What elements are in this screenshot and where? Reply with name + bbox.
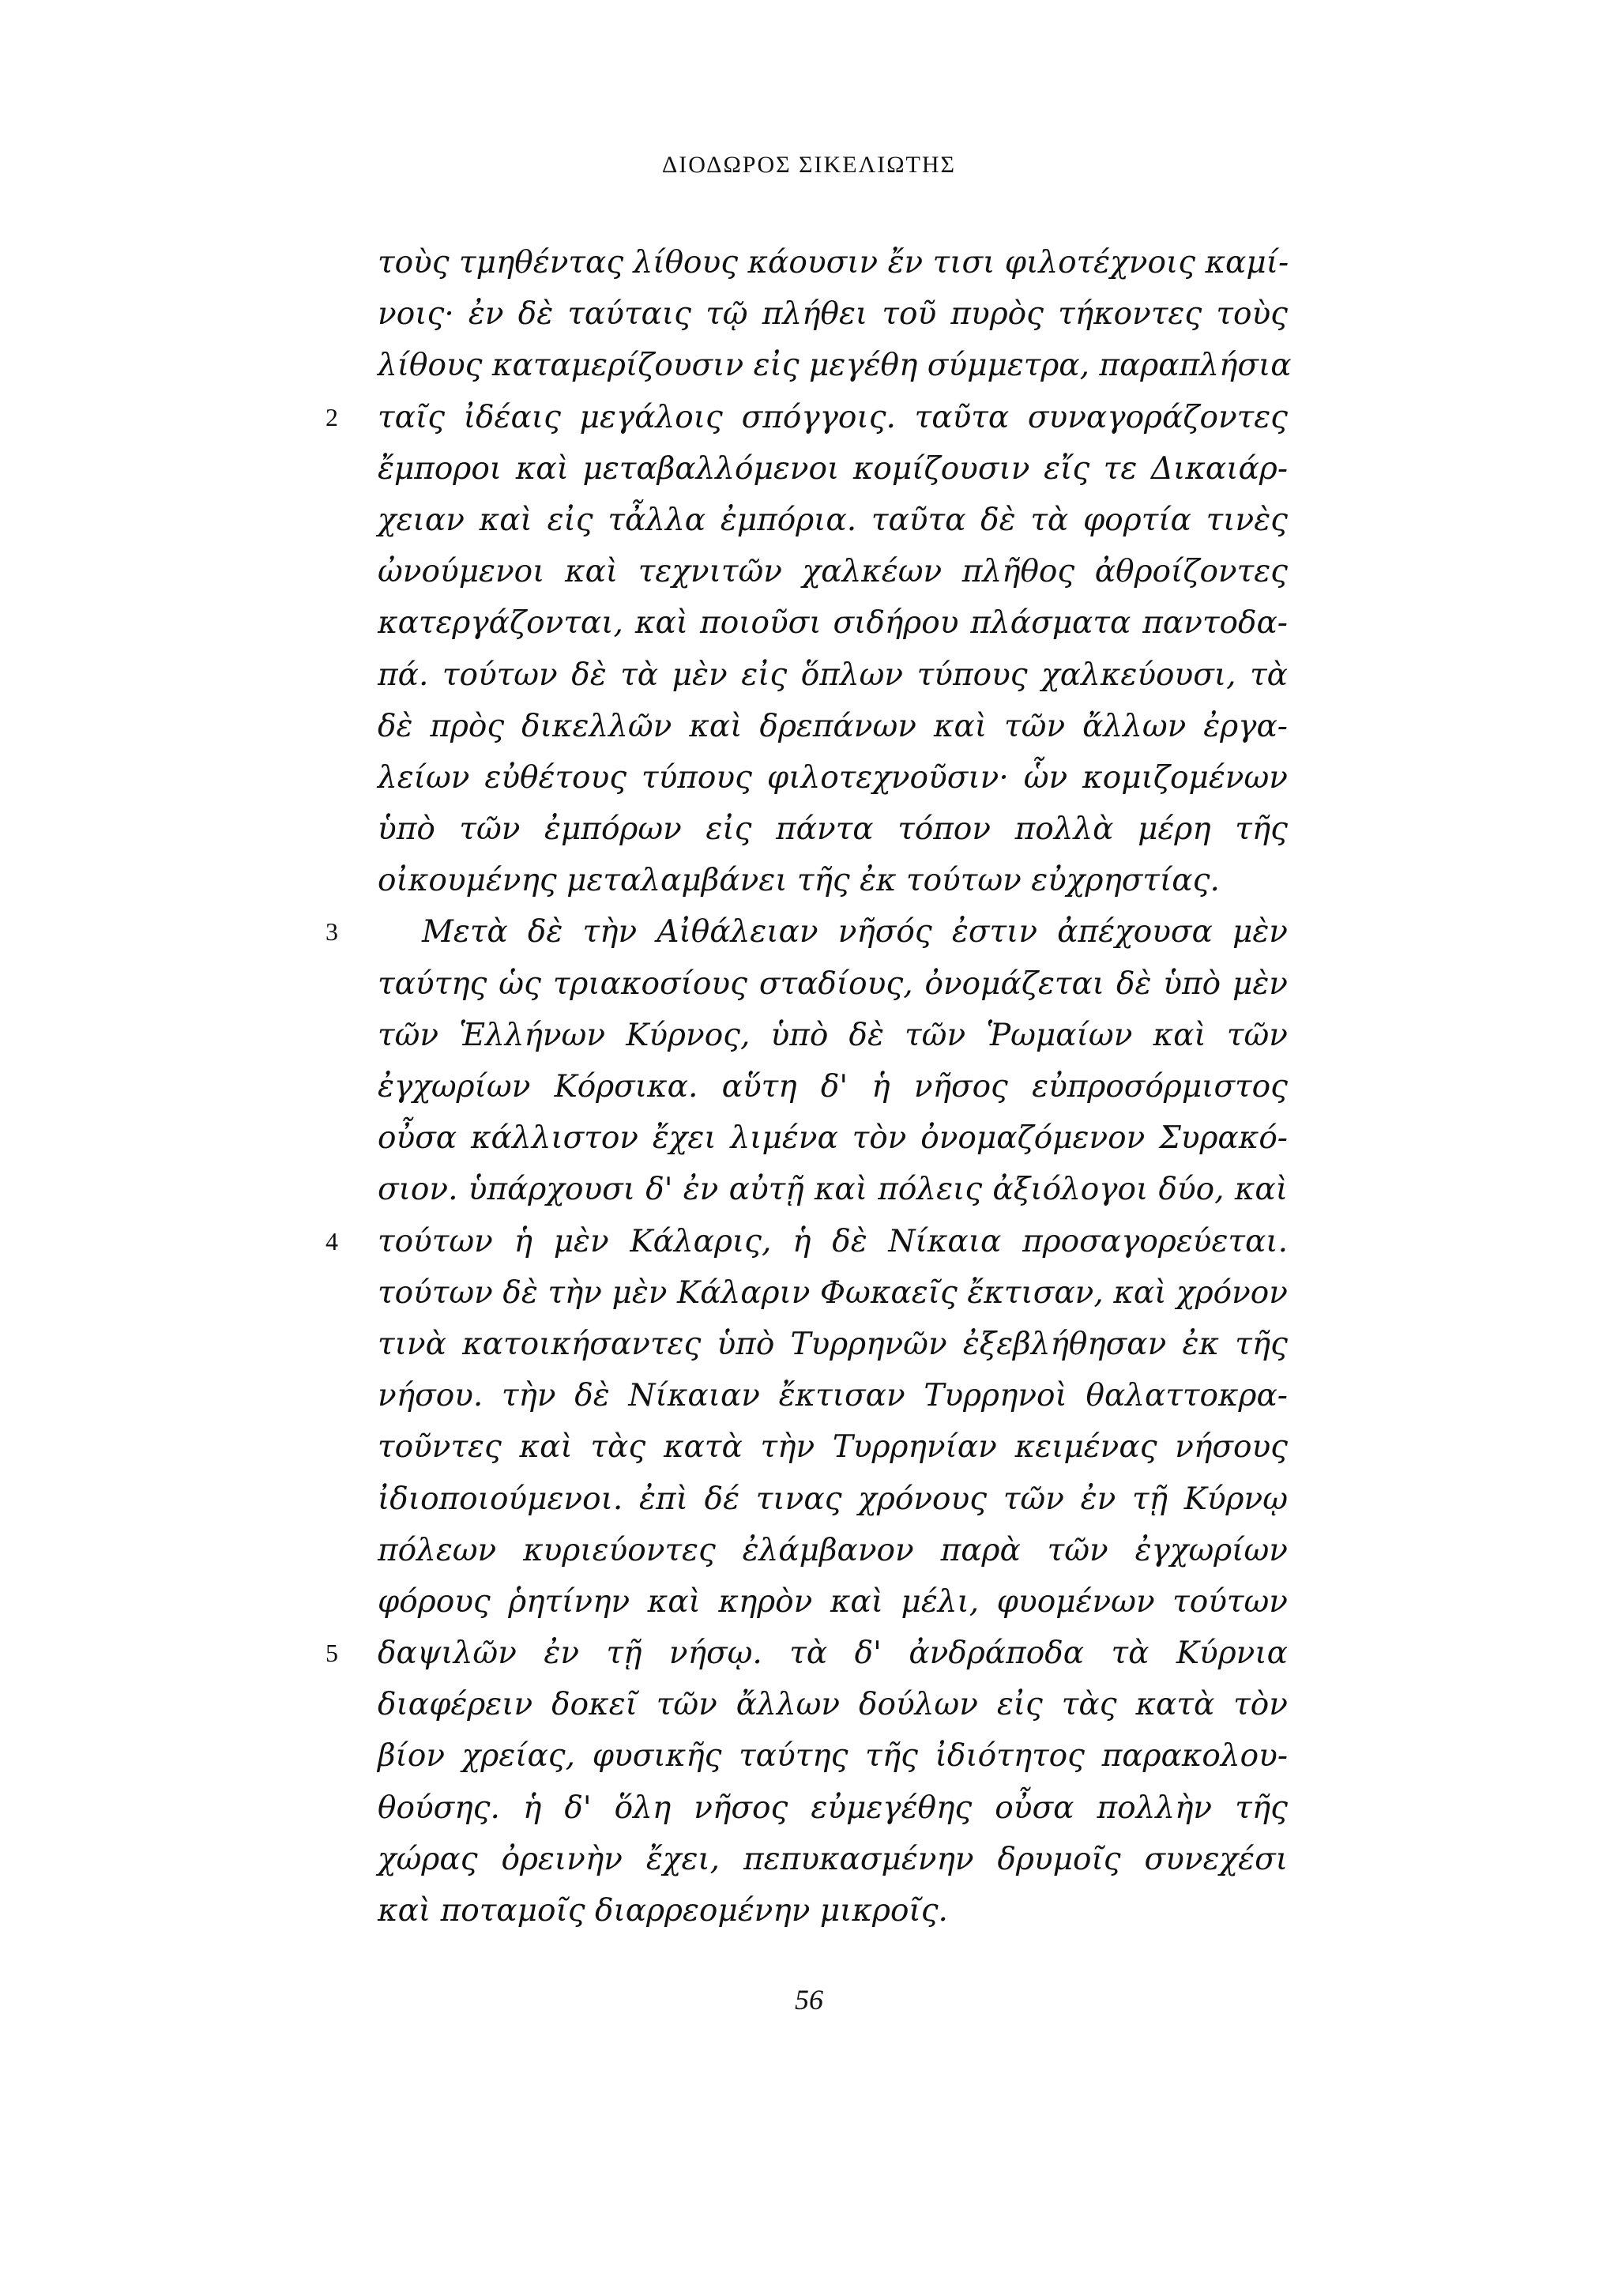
text-line [378, 1474, 1288, 1525]
text-line [378, 701, 1288, 752]
text-line [378, 855, 1288, 906]
line-text: θούσης. ἡ δ' ὅλη νῆσος εὐμεγέθης οὖσα πολλὴν τῆς [378, 1790, 1288, 1826]
line-text: βίον χρείας, φυσικῆς ταύτης τῆς ἰδιότητος παρακολου- [378, 1738, 1288, 1775]
text-line [378, 1370, 1288, 1421]
text-line [378, 958, 1288, 1010]
line-text: τοῦντες καὶ τὰς κατὰ τὴν Τυρρηνίαν κειμένας νήσους [378, 1429, 1288, 1466]
line-text: πά. τούτων δὲ τὰ μὲν εἰς ὅπλων τύπους χαλκεύουσι, τὰ [378, 657, 1288, 693]
text-line [378, 752, 1288, 804]
line-text: ταῖς ἰδέαις μεγάλοις σπόγγοις. ταῦτα συναγοράζοντες [378, 399, 1288, 435]
text-line [378, 597, 1288, 649]
line-text: τινὰ κατοικήσαντες ὑπὸ Τυρρηνῶν ἐξεβλήθησαν ἐκ τῆς [378, 1326, 1288, 1362]
text-line [378, 1679, 1288, 1730]
text-line [378, 1730, 1288, 1782]
text-line [378, 340, 1292, 391]
text-line [378, 1061, 1288, 1112]
line-text: φόρους ῥητίνην καὶ κηρὸν καὶ μέλι, φυομένων τούτων [378, 1583, 1288, 1620]
line-text: νήσου. τὴν δὲ Νίκαιαν ἔκτισαν Τυρρηνοὶ θαλαττοκρα- [378, 1378, 1288, 1414]
line-text: ἐγχωρίων Κόρσικα. αὕτη δ' ἡ νῆσος εὐπροσόρμιστος [378, 1069, 1288, 1105]
line-text: τούτων ἡ μὲν Κάλαρις, ἡ δὲ Νίκαια προσαγορεύεται. [378, 1223, 1288, 1259]
section-number: 4 [325, 1226, 338, 1255]
line-text: ὑπὸ τῶν ἐμπόρων εἰς πάντα τόπον πολλὰ μέρη τῆς [378, 811, 1288, 848]
text-line [378, 1010, 1288, 1061]
text-line [378, 1164, 1288, 1215]
text-line [378, 237, 1288, 288]
text-line [378, 1885, 1288, 1937]
running-header: ΔΙΟΔΩΡΟΣ ΣΙΚΕΛΙΩΤΗΣ [661, 152, 957, 178]
text-line [378, 1782, 1288, 1834]
text-line [378, 1112, 1288, 1164]
line-text: τοὺς τμηθέντας λίθους κάουσιν ἔν τισι φιλοτέχνοις καμί- [378, 245, 1289, 280]
text-line [378, 1319, 1288, 1370]
text-line [378, 1267, 1288, 1319]
body-text [325, 237, 1292, 1937]
text-line [325, 1628, 1288, 1679]
line-text: κατεργάζονται, καὶ ποιοῦσι σιδήρου πλάσματα παντοδα- [378, 605, 1288, 642]
line-text: ταύτης ὡς τριακοσίους σταδίους, ὀνομάζεται δὲ ὑπὸ μὲν [378, 965, 1288, 1002]
text-line [378, 288, 1288, 340]
text-line [378, 1421, 1288, 1473]
text-line [378, 443, 1288, 495]
line-text: τῶν Ἑλλήνων Κύρνος, ὑπὸ δὲ τῶν Ῥωμαίων καὶ τῶν [378, 1017, 1288, 1053]
text-line [378, 495, 1288, 546]
line-text: οἰκουμένης μεταλαμβάνει τῆς ἐκ τούτων εὐχρηστίας. [378, 863, 1220, 899]
line-text: Μετὰ δὲ τὴν Αἰθάλειαν νῆσός ἐστιν ἀπέχουσα μὲν [422, 914, 1288, 950]
line-text: καὶ ποταμοῖς διαρρεομένην μικροῖς. [378, 1893, 948, 1929]
text-line [378, 649, 1288, 701]
line-text: λείων εὐθέτους τύπους φιλοτεχνοῦσιν· ὧν κομιζομένων [378, 759, 1288, 796]
line-text: οὖσα κάλλιστον ἔχει λιμένα τὸν ὀνομαζόμενον Συρακό- [378, 1120, 1288, 1157]
text-line [325, 906, 1288, 958]
text-line [378, 1576, 1288, 1628]
section-number: 3 [325, 917, 338, 947]
page-number: 56 [795, 1984, 823, 2016]
line-text: δαψιλῶν ἐν τῇ νήσῳ. τὰ δ' ἀνδράποδα τὰ Κύρνια [378, 1635, 1288, 1672]
line-text: σιον. ὑπάρχουσι δ' ἐν αὐτῇ καὶ πόλεις ἀξιόλογοι δύο, καὶ [378, 1172, 1288, 1208]
section-number: 5 [325, 1639, 338, 1668]
line-text: χώρας ὀρεινὴν ἔχει, πεπυκασμένην δρυμοῖς συνεχέσι [378, 1841, 1288, 1877]
text-line [378, 546, 1288, 597]
line-text: ἰδιοποιούμενοι. ἐπὶ δέ τινας χρόνους τῶν ἐν τῇ Κύρνῳ [378, 1481, 1288, 1517]
line-text: διαφέρειν δοκεῖ τῶν ἄλλων δούλων εἰς τὰς κατὰ τὸν [378, 1687, 1288, 1723]
line-text: ἔμποροι καὶ μεταβαλλόμενοι κομίζουσιν εἴς τε Δικαιάρ- [378, 450, 1288, 487]
text-line [325, 392, 1288, 443]
line-text: χειαν καὶ εἰς τἆλλα ἐμπόρια. ταῦτα δὲ τὰ φορτία τινὲς [378, 502, 1288, 538]
text-line [378, 1525, 1288, 1576]
text-line [325, 1216, 1288, 1267]
text-line [378, 804, 1288, 855]
section-number: 2 [325, 402, 338, 431]
line-text: ὠνούμενοι καὶ τεχνιτῶν χαλκέων πλῆθος ἀθροίζοντες [378, 554, 1288, 590]
line-text: δὲ πρὸς δικελλῶν καὶ δρεπάνων καὶ τῶν ἄλλων ἐργα- [378, 708, 1288, 744]
line-text: λίθους καταμερίζουσιν εἰς μεγέθη σύμμετρα, παραπλήσια [378, 348, 1292, 384]
text-line [378, 1834, 1288, 1885]
line-text: πόλεων κυριεύοντες ἐλάμβανον παρὰ τῶν ἐγχωρίων [378, 1532, 1288, 1568]
line-text: τούτων δὲ τὴν μὲν Κάλαριν Φωκαεῖς ἔκτισαν, καὶ χρόνον [378, 1274, 1288, 1311]
line-text: νοις· ἐν δὲ ταύταις τῷ πλήθει τοῦ πυρὸς τήκοντες τοὺς [378, 296, 1288, 333]
